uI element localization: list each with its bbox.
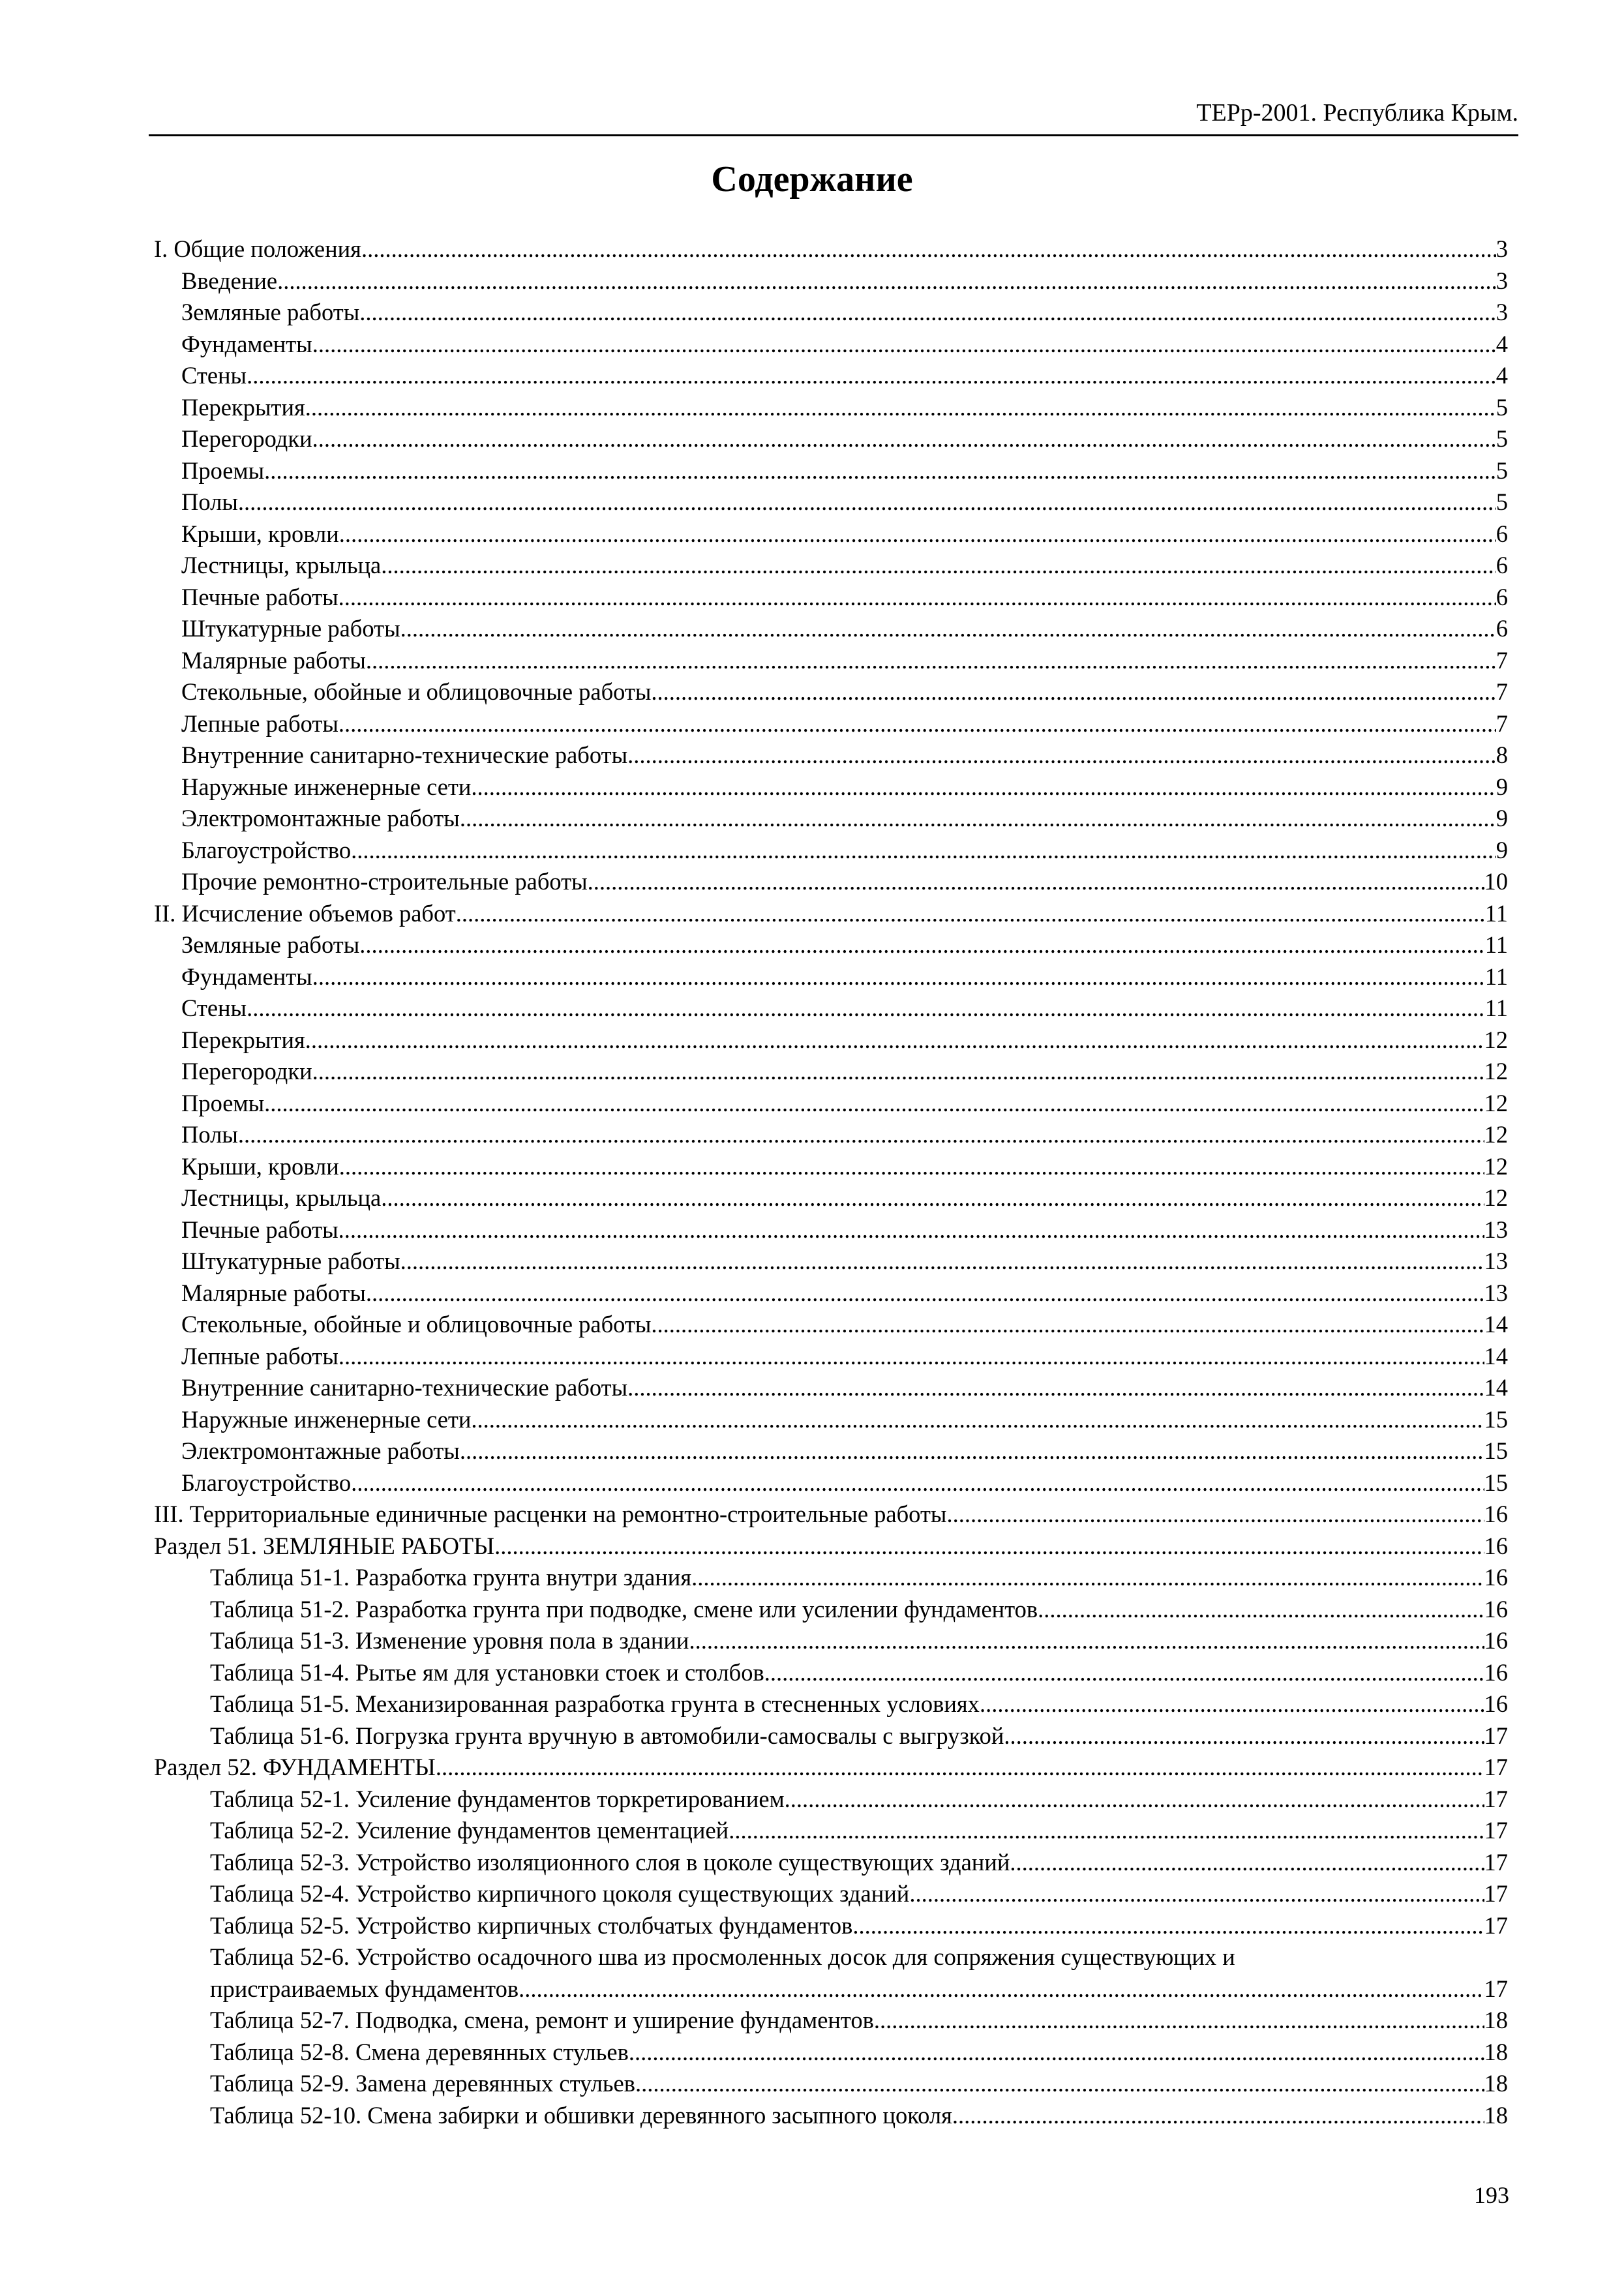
toc-entry-page: 10: [1484, 868, 1508, 895]
toc-dot-leader: [312, 423, 1496, 455]
toc-entry-label: пристраиваемых фундаментов: [210, 1975, 519, 2002]
toc-dot-leader: [436, 1752, 1484, 1784]
toc-entry[interactable]: [154, 1625, 1508, 1657]
toc-entry-label: Штукатурные работы: [181, 615, 400, 642]
toc-entry-page: 11: [1484, 899, 1508, 927]
toc-entry-page: 17: [1484, 1722, 1508, 1749]
toc-entry-page: 3: [1496, 267, 1508, 294]
toc-entry-label: Таблица 52-1. Усиление фундаментов торкретированием: [210, 1785, 785, 1812]
toc-dot-leader: [338, 708, 1496, 740]
toc-dot-leader: [305, 392, 1496, 424]
toc-entry-label: Электромонтажные работы: [181, 805, 460, 831]
toc-dot-leader: [456, 898, 1485, 930]
toc-entry-label: Таблица 51-4. Рытье ям для установки стоек и столбов: [210, 1658, 764, 1686]
toc-entry-page: 17: [1484, 1754, 1508, 1780]
toc-entry[interactable]: [154, 898, 1508, 930]
toc-entry[interactable]: [154, 1309, 1508, 1341]
toc-dot-leader: [691, 1562, 1484, 1594]
toc-entry[interactable]: [154, 360, 1508, 392]
toc-dot-leader: [312, 1056, 1484, 1088]
toc-entry[interactable]: [154, 1815, 1508, 1847]
toc-entry-label: Малярные работы: [181, 646, 366, 674]
toc-entry[interactable]: [154, 518, 1508, 550]
toc-entry[interactable]: [154, 1562, 1508, 1594]
toc-entry-label: Наружные инженерные сети: [181, 1405, 472, 1433]
toc-dot-leader: [277, 265, 1496, 297]
toc-entry-label: I. Общие положения: [154, 235, 361, 262]
toc-entry-page: 16: [1484, 1595, 1508, 1623]
toc-entry[interactable]: [154, 1973, 1508, 2005]
toc-entry-label: Раздел 51. ЗЕМЛЯНЫЕ РАБОТЫ: [154, 1532, 495, 1559]
toc-dot-leader: [1010, 1847, 1484, 1879]
toc-entry[interactable]: [154, 1878, 1508, 1910]
toc-entry-label: Стекольные, обойные и облицовочные работы: [181, 1311, 652, 1338]
toc-entry-page: 12: [1484, 1058, 1508, 1085]
toc-entry-page: 17: [1484, 1848, 1508, 1876]
toc-entry-label: Земляные работы: [181, 299, 360, 325]
toc-entry-page: 14: [1484, 1374, 1508, 1401]
toc-entry[interactable]: [154, 1499, 1508, 1531]
toc-dot-leader: [852, 1910, 1484, 1942]
toc-dot-leader: [460, 803, 1496, 835]
toc-entry-page: 17: [1484, 1975, 1508, 2002]
toc-entry-page: 6: [1496, 583, 1508, 610]
toc-entry-label: Перегородки: [181, 425, 312, 452]
toc-entry[interactable]: [154, 1214, 1508, 1246]
toc-dot-leader: [952, 2100, 1484, 2132]
toc-dot-leader: [264, 455, 1496, 487]
toc-dot-leader: [312, 961, 1485, 993]
toc-entry[interactable]: [154, 1278, 1508, 1309]
toc-entry[interactable]: [154, 961, 1508, 993]
toc-dot-leader: [338, 1214, 1484, 1246]
toc-entry-label: Печные работы: [181, 583, 338, 610]
toc-entry-page: 17: [1484, 1785, 1508, 1812]
toc-dot-leader: [305, 1025, 1484, 1056]
toc-entry-label: Лестницы, крыльца: [181, 1184, 382, 1211]
toc-entry[interactable]: [154, 1119, 1508, 1151]
toc-dot-leader: [366, 645, 1496, 677]
page-number: 193: [1474, 2182, 1509, 2208]
toc-entry-label: Стены: [181, 995, 247, 1021]
toc-dot-leader: [471, 1404, 1484, 1436]
toc-dot-leader: [946, 1499, 1484, 1531]
toc-entry-label: Таблица 52-9. Замена деревянных стульев: [210, 2070, 635, 2097]
toc-entry-page: 3: [1496, 299, 1508, 325]
toc-entry[interactable]: [154, 1467, 1508, 1499]
toc-dot-leader: [909, 1878, 1484, 1910]
toc-entry-page: 16: [1484, 1501, 1508, 1527]
toc-entry-page: 14: [1484, 1342, 1508, 1369]
toc-entry-page: 7: [1496, 646, 1508, 674]
toc-dot-leader: [400, 613, 1496, 645]
toc-entry-page: 13: [1484, 1279, 1508, 1306]
toc-entry[interactable]: [154, 1341, 1508, 1373]
toc-entry[interactable]: [154, 2005, 1508, 2037]
toc-entry-page: 18: [1484, 2007, 1508, 2033]
toc-entry[interactable]: [154, 329, 1508, 361]
toc-entry-label: Перекрытия: [181, 1026, 305, 1053]
toc-entry[interactable]: [154, 1246, 1508, 1278]
toc-entry[interactable]: [154, 613, 1508, 645]
toc-dot-leader: [764, 1657, 1484, 1689]
toc-dot-leader: [381, 550, 1496, 582]
toc-entry[interactable]: [154, 297, 1508, 329]
toc-entry-page: 16: [1484, 1532, 1508, 1559]
toc-entry[interactable]: [154, 1151, 1508, 1183]
toc-entry[interactable]: [154, 1594, 1508, 1626]
toc-entry-label: Таблица 51-6. Погрузка грунта вручную в автомобили-самосвалы с выгрузкой: [210, 1722, 1004, 1749]
toc-dot-leader: [351, 835, 1496, 867]
toc-entry-page: 17: [1484, 1880, 1508, 1907]
table-of-contents: [154, 233, 1508, 2131]
toc-entry-label: Наружные инженерные сети: [181, 773, 472, 800]
toc-entry-page: 5: [1496, 456, 1508, 484]
toc-entry-page: 16: [1484, 1690, 1508, 1717]
toc-entry-page: 5: [1496, 425, 1508, 452]
toc-entry-page: 11: [1484, 995, 1508, 1021]
toc-entry-page: 12: [1484, 1026, 1508, 1053]
toc-entry-label: Лестницы, крыльца: [181, 552, 382, 578]
toc-entry-label: Таблица 52-7. Подводка, смена, ремонт и уширение фундаментов: [210, 2007, 874, 2033]
toc-entry[interactable]: [154, 835, 1508, 867]
toc-dot-leader: [338, 582, 1496, 614]
toc-dot-leader: [381, 1182, 1484, 1214]
toc-dot-leader: [264, 1088, 1484, 1120]
toc-entry-page: 15: [1484, 1469, 1508, 1496]
toc-entry-page: 15: [1484, 1437, 1508, 1464]
toc-dot-leader: [651, 676, 1496, 708]
toc-entry-page: 14: [1484, 1311, 1508, 1338]
toc-entry[interactable]: [154, 1056, 1508, 1088]
toc-entry[interactable]: [154, 1404, 1508, 1436]
toc-entry[interactable]: [154, 1657, 1508, 1689]
toc-entry[interactable]: [154, 645, 1508, 677]
toc-entry-page: 12: [1484, 1184, 1508, 1211]
toc-dot-leader: [400, 1246, 1484, 1278]
toc-entry[interactable]: [154, 740, 1508, 771]
toc-dot-leader: [1038, 1594, 1484, 1626]
toc-entry-page: 18: [1484, 2070, 1508, 2097]
toc-dot-leader: [980, 1688, 1484, 1720]
toc-entry-page: 17: [1484, 1911, 1508, 1939]
toc-dot-leader: [238, 486, 1496, 518]
toc-dot-leader: [689, 1625, 1484, 1657]
toc-dot-leader: [651, 1309, 1484, 1341]
toc-entry-label: Введение: [181, 267, 278, 294]
toc-entry[interactable]: [154, 866, 1508, 898]
toc-dot-leader: [247, 993, 1485, 1025]
toc-entry-page: 16: [1484, 1564, 1508, 1591]
toc-dot-leader: [247, 360, 1496, 392]
toc-entry-page: 12: [1484, 1089, 1508, 1116]
toc-entry-page: 9: [1496, 805, 1508, 831]
toc-entry-label: Таблица 52-2. Усиление фундаментов цементацией: [210, 1817, 729, 1844]
toc-dot-leader: [494, 1531, 1484, 1563]
toc-entry-label: Крыши, кровли: [181, 1152, 339, 1180]
toc-entry-page: 13: [1484, 1248, 1508, 1274]
toc-entry[interactable]: [154, 392, 1508, 424]
toc-entry-page: 4: [1496, 362, 1508, 389]
toc-entry-page: 16: [1484, 1627, 1508, 1654]
toc-entry[interactable]: [154, 929, 1508, 961]
toc-entry-page: 11: [1484, 931, 1508, 958]
toc-entry[interactable]: [154, 2037, 1508, 2069]
toc-entry[interactable]: [154, 550, 1508, 582]
toc-entry-page: 7: [1496, 678, 1508, 705]
toc-dot-leader: [635, 2068, 1484, 2100]
toc-entry-label: Лепные работы: [181, 710, 338, 737]
toc-entry[interactable]: [154, 1784, 1508, 1816]
toc-entry[interactable]: [154, 1025, 1508, 1056]
toc-entry[interactable]: [154, 2068, 1508, 2100]
toc-dot-leader: [338, 1341, 1484, 1373]
toc-entry-label: Таблица 52-10. Смена забирки и обшивки деревянного засыпного цоколя: [210, 2101, 952, 2129]
toc-dot-leader: [1004, 1720, 1484, 1752]
toc-entry[interactable]: [154, 2100, 1508, 2132]
toc-entry-label: Полы: [181, 1121, 238, 1148]
toc-entry-label: Благоустройство: [181, 836, 352, 863]
toc-entry[interactable]: [154, 771, 1508, 803]
toc-dot-leader: [460, 1435, 1484, 1467]
toc-entry-label: Таблица 51-2. Разработка грунта при подводке, смене или усилении фундаментов: [210, 1595, 1038, 1623]
toc-entry[interactable]: [154, 233, 1508, 265]
toc-entry[interactable]: [154, 1182, 1508, 1214]
toc-entry-label: Крыши, кровли: [181, 520, 339, 547]
toc-entry-label: Таблица 51-5. Механизированная разработка грунта в стесненных условиях: [210, 1690, 980, 1717]
toc-dot-leader: [471, 771, 1496, 803]
toc-dot-leader: [366, 1278, 1484, 1309]
header-title: ТЕРр-2001. Республика Крым.: [1196, 99, 1518, 127]
toc-entry-label: Прочие ремонтно-строительные работы: [181, 868, 588, 895]
toc-entry-label: Благоустройство: [181, 1469, 352, 1496]
toc-entry-label: Внутренние санитарно-технические работы: [181, 1374, 628, 1401]
toc-entry-label: II. Исчисление объемов работ: [154, 899, 456, 927]
page-title: Содержание: [711, 159, 913, 200]
toc-entry-label: Стены: [181, 362, 247, 389]
toc-entry-label: Электромонтажные работы: [181, 1437, 460, 1464]
toc-entry-label: Штукатурные работы: [181, 1248, 400, 1274]
toc-entry[interactable]: [154, 676, 1508, 708]
toc-entry[interactable]: [154, 486, 1508, 518]
toc-entry-page: 18: [1484, 2101, 1508, 2129]
toc-dot-leader: [238, 1119, 1484, 1151]
toc-entry-label: Малярные работы: [181, 1279, 366, 1306]
toc-dot-leader: [359, 297, 1496, 329]
toc-entry-label: Лепные работы: [181, 1342, 338, 1369]
toc-dot-leader: [785, 1784, 1484, 1816]
toc-entry-page: 15: [1484, 1405, 1508, 1433]
toc-dot-leader: [588, 866, 1484, 898]
toc-entry[interactable]: [154, 1688, 1508, 1720]
toc-entry-label: Перекрытия: [181, 393, 305, 421]
toc-entry-label: Внутренние санитарно-технические работы: [181, 741, 628, 768]
toc-entry-label: Таблица 51-1. Разработка грунта внутри здания: [210, 1564, 692, 1591]
toc-entry-label: III. Территориальные единичные расценки на ремонтно-строительные работы: [154, 1501, 947, 1527]
toc-entry[interactable]: [154, 1372, 1508, 1404]
toc-entry-label: Раздел 52. ФУНДАМЕНТЫ: [154, 1754, 436, 1780]
toc-dot-leader: [629, 2037, 1484, 2069]
running-header: [149, 97, 1518, 136]
toc-entry-label: Печные работы: [181, 1216, 338, 1243]
toc-entry[interactable]: [154, 1720, 1508, 1752]
toc-entry-page: 13: [1484, 1216, 1508, 1243]
toc-entry-label: Полы: [181, 488, 238, 515]
toc-entry-page: 3: [1496, 235, 1508, 262]
toc-entry[interactable]: [154, 582, 1508, 614]
toc-entry-label: Таблица 52-5. Устройство кирпичных столбчатых фундаментов: [210, 1911, 853, 1939]
toc-entry-label: Земляные работы: [181, 931, 360, 958]
toc-dot-leader: [361, 233, 1496, 265]
toc-entry[interactable]: [154, 1847, 1508, 1879]
toc-entry-label: Таблица 52-3. Устройство изоляционного слоя в цоколе существующих зданий: [210, 1848, 1010, 1876]
toc-dot-leader: [627, 740, 1496, 771]
toc-entry-label: Стекольные, обойные и облицовочные работы: [181, 678, 652, 705]
toc-entry[interactable]: [154, 1435, 1508, 1467]
toc-entry-label: Таблица 52-8. Смена деревянных стульев: [210, 2038, 629, 2065]
toc-entry-label: Фундаменты: [181, 330, 312, 357]
toc-entry-page: 16: [1484, 1658, 1508, 1686]
toc-entry-label: Проемы: [181, 1089, 265, 1116]
toc-dot-leader: [359, 929, 1485, 961]
toc-entry-label: Фундаменты: [181, 963, 312, 990]
toc-dot-leader: [339, 518, 1496, 550]
toc-entry[interactable]: [154, 1910, 1508, 1942]
toc-entry-page: 8: [1496, 741, 1508, 768]
toc-entry-page: 5: [1496, 488, 1508, 515]
toc-entry[interactable]: [154, 1752, 1508, 1784]
toc-entry[interactable]: [154, 1531, 1508, 1563]
toc-entry-page: 11: [1484, 963, 1508, 990]
toc-entry[interactable]: [154, 265, 1508, 297]
toc-dot-leader: [519, 1973, 1484, 2005]
toc-entry[interactable]: [154, 708, 1508, 740]
toc-entry[interactable]: [154, 455, 1508, 487]
toc-dot-leader: [874, 2005, 1484, 2037]
toc-entry-page: 6: [1496, 520, 1508, 547]
toc-entry-label: Таблица 51-3. Изменение уровня пола в здании: [210, 1627, 689, 1654]
toc-entry-label: Таблица 52-4. Устройство кирпичного цоколя существующих зданий: [210, 1880, 910, 1907]
toc-entry-page: 12: [1484, 1121, 1508, 1148]
toc-entry-page: 9: [1496, 773, 1508, 800]
toc-entry-page: 6: [1496, 552, 1508, 578]
toc-entry[interactable]: [154, 993, 1508, 1025]
toc-entry-page: 12: [1484, 1152, 1508, 1180]
toc-entry[interactable]: [154, 803, 1508, 835]
toc-entry-page: 17: [1484, 1817, 1508, 1844]
toc-entry[interactable]: [154, 423, 1508, 455]
toc-entry-page: 6: [1496, 615, 1508, 642]
toc-dot-leader: [729, 1815, 1484, 1847]
toc-entry-page: 18: [1484, 2038, 1508, 2065]
toc-entry-page: 5: [1496, 393, 1508, 421]
toc-entry-page: 4: [1496, 330, 1508, 357]
toc-dot-leader: [312, 329, 1496, 361]
toc-entry-line[interactable]: [154, 1941, 1508, 1973]
toc-entry-label: Таблица 52-6. Устройство осадочного шва из просмоленных досок для сопряжения существующих и: [210, 1943, 1235, 1970]
toc-dot-leader: [351, 1467, 1484, 1499]
toc-entry[interactable]: [154, 1088, 1508, 1120]
toc-dot-leader: [339, 1151, 1484, 1183]
toc-entry-label: Проемы: [181, 456, 265, 484]
toc-dot-leader: [627, 1372, 1484, 1404]
toc-entry-page: 7: [1496, 710, 1508, 737]
toc-entry-page: 9: [1496, 836, 1508, 863]
toc-entry-label: Перегородки: [181, 1058, 312, 1085]
